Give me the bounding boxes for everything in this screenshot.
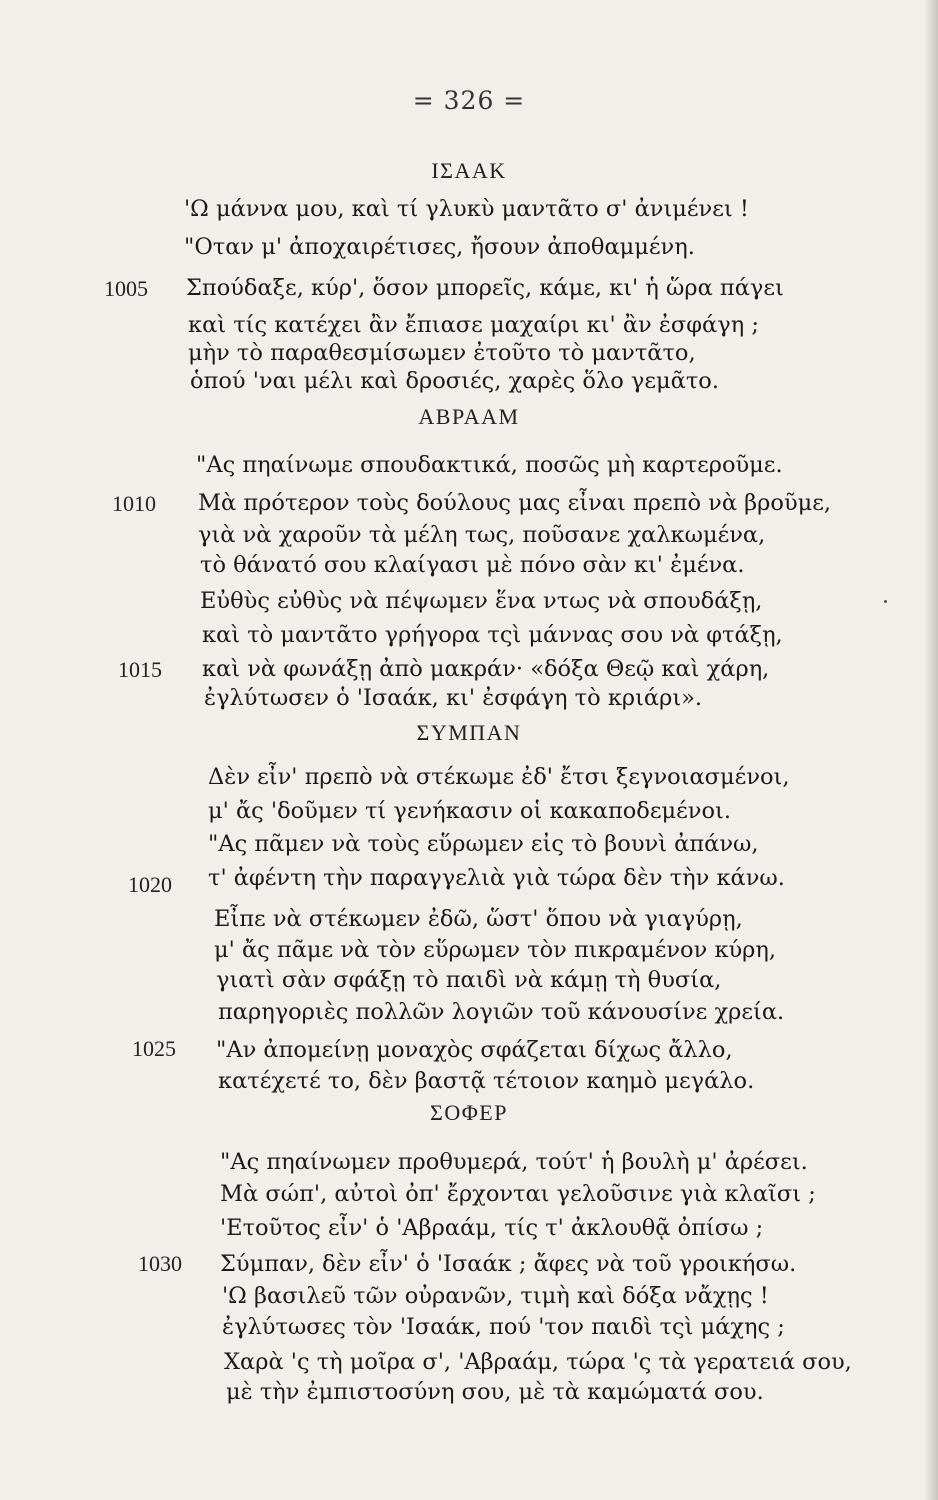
verse-line: ὁπού 'ναι μέλι καὶ δροσιές, χαρὲς ὅλο γεμᾶτο. <box>190 368 720 394</box>
verse-line: "Οταν μ' ἀποχαιρέτισες, ἤσουν ἀποθαμμένη. <box>184 234 695 260</box>
verse-line: "Ας πηαίνωμεν προθυμερά, τούτ' ἡ βουλὴ μ' ἀρέσει. <box>220 1149 808 1175</box>
verse-line: "Ας πηαίνωμε σπουδακτικά, ποσῶς μὴ καρτεροῦμε. <box>196 452 783 478</box>
verse-line: Σπούδαξε, κύρ', ὅσον μπορεῖς, κάμε, κι' ἡ ὥρα πάγει <box>186 275 784 301</box>
verse-line: "Ας πᾶμεν νὰ τοὺς εὕρωμεν εἰς τὸ βουνὶ ἀπάνω, <box>208 831 759 857</box>
print-speck <box>884 600 887 603</box>
verse-line: τ' ἀφέντη τὴν παραγγελιὰ γιὰ τώρα δὲν τὴν κάνω. <box>208 865 785 891</box>
verse-line: μὴν τὸ παραθεσμίσωμεν ἐτοῦτο τὸ μαντᾶτο, <box>188 340 696 366</box>
line-number: 1015 <box>118 657 162 682</box>
verse-line: Δὲν εἶν' πρεπὸ νὰ στέκωμε ἐδ' ἔτσι ξεγνοιασμένοι, <box>208 764 790 790</box>
speaker-heading: ΙΣΑΑΚ <box>431 158 507 183</box>
verse-line: κατέχετέ το, δὲν βαστᾷ τέτοιον καημὸ μεγάλο. <box>218 1068 755 1094</box>
verse-line: Μὰ σώπ', αὐτοὶ ὀπ' ἔρχονται γελοῦσινε γιὰ κλαῖσι ; <box>220 1181 816 1207</box>
verse-line: καὶ τὸ μαντᾶτο γρήγορα τςὶ μάννας σου νὰ φτάξῃ, <box>202 622 783 648</box>
speaker-heading: ΣΟΦΕΡ <box>430 1100 508 1125</box>
verse-line: καὶ τίς κατέχει ἂν ἔπιασε μαχαίρι κι' ἂν ἐσφάγη ; <box>188 312 759 338</box>
verse-line: Μὰ πρότερον τοὺς δούλους μας εἶναι πρεπὸ νὰ βροῦμε, <box>198 490 832 516</box>
speaker-heading: ΣΥΜΠΑΝ <box>416 720 522 745</box>
line-number: 1005 <box>104 276 148 301</box>
line-number: 1025 <box>132 1036 176 1061</box>
verse-line: Εὐθὺς εὐθὺς νὰ πέψωμεν ἕνα ντως νὰ σπουδάξῃ, <box>200 588 763 614</box>
verse-line: 'Ετοῦτος εἶν' ὁ 'Αβραάμ, τίς τ' ἀκλουθᾷ ὀπίσω ; <box>220 1215 764 1241</box>
page-number: = 326 = <box>412 86 526 115</box>
verse-line: 'Ω μάννα μου, καὶ τί γλυκὺ μαντᾶτο σ' ἀνιμένει ! <box>184 196 749 222</box>
verse-line: γιατὶ σὰν σφάξῃ τὸ παιδὶ νὰ κάμῃ τὴ θυσία, <box>216 967 722 993</box>
line-number: 1020 <box>128 872 172 897</box>
verse-line: ἐγλύτωσες τὸν 'Ισαάκ, πού 'τον παιδὶ τςὶ μάχης ; <box>222 1314 785 1340</box>
verse-line: μ' ἄς 'δοῦμεν τί γενήκασιν οἱ κακαποδεμένοι. <box>208 798 731 824</box>
verse-line: τὸ θάνατό σου κλαίγασι μὲ πόνο σὰν κι' ἐμένα. <box>200 552 745 578</box>
verse-line: 'Ω βασιλεῦ τῶν οὐρανῶν, τιμὴ καὶ δόξα νἄχῃς ! <box>222 1283 769 1309</box>
verse-line: ἐγλύτωσεν ὁ 'Ισαάκ, κι' ἐσφάγη τὸ κριάρι». <box>204 685 703 711</box>
line-number: 1010 <box>112 491 156 516</box>
verse-line: Εἶπε νὰ στέκωμεν ἐδῶ, ὥστ' ὅπου νὰ γιαγύρῃ, <box>214 906 743 932</box>
verse-line: μὲ τὴν ἐμπιστοσύνη σου, μὲ τὰ καμώματά σου. <box>226 1379 764 1405</box>
verse-line: γιὰ νὰ χαροῦν τὰ μέλη τως, ποῦσανε χαλκωμένα, <box>198 522 766 548</box>
verse-line: μ' ἄς πᾶμε νὰ τὸν εὕρωμεν τὸν πικραμένον κύρη, <box>214 937 777 963</box>
verse-line: Σύμπαν, δὲν εἶν' ὁ 'Ισαάκ ; ἄφες νὰ τοῦ γροικήσω. <box>220 1251 797 1277</box>
speaker-heading: ΑΒΡΑΑΜ <box>418 404 520 429</box>
verse-line: παρηγοριὲς πολλῶν λογιῶν τοῦ κάνουσίνε χρεία. <box>218 999 785 1025</box>
page-edge-shadow <box>924 0 938 1500</box>
verse-line: Χαρὰ 'ς τὴ μοῖρα σ', 'Αβραάμ, τώρα 'ς τὰ γερατειά σου, <box>224 1349 852 1375</box>
line-number: 1030 <box>138 1251 182 1276</box>
verse-line: "Αν ἀπομείνῃ μοναχὸς σφάζεται δίχως ἄλλο, <box>216 1037 733 1063</box>
verse-line: καὶ νὰ φωνάξῃ ἀπὸ μακράν· «δόξα Θεῷ καὶ χάρη, <box>202 656 770 682</box>
